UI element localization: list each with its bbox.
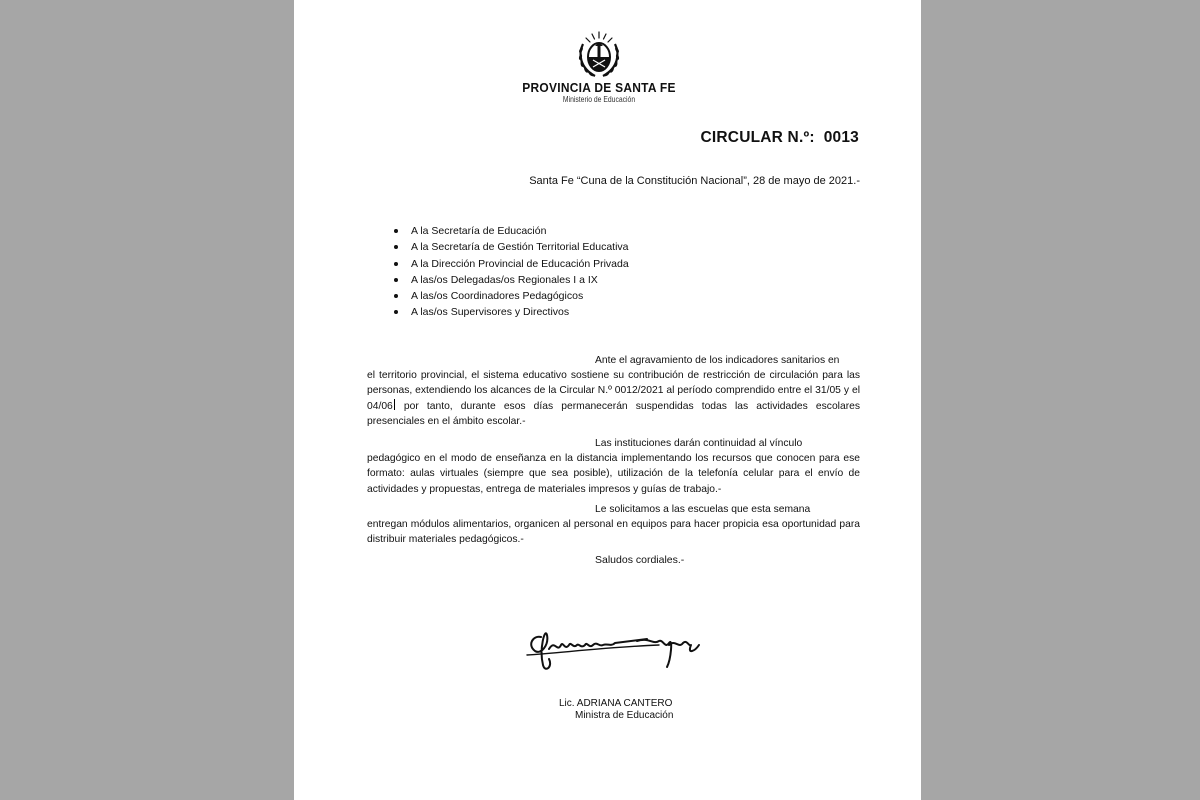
- circular-number: 0013: [823, 129, 859, 146]
- circular-title: [701, 129, 859, 147]
- body-paragraph-1: [367, 353, 860, 429]
- body-paragraph-2: [367, 436, 860, 497]
- paragraph-text: por tanto, durante esos días permanecerán suspendidas todas las actividades escolares presenciales en el ámbito escolar.-: [367, 400, 860, 427]
- circular-label: CIRCULAR N.º:: [700, 129, 815, 146]
- closing-salutation: Saludos cordiales.-: [595, 554, 685, 566]
- paragraph-text: entregan módulos alimentarios, organicen al personal en equipos para hacer propicia esa oportunidad para distribuir materiales pedagógicos.-: [367, 519, 860, 546]
- paragraph-text: el territorio provincial, el sistema educativo sostiene su contribución de restricción de circulación para las personas, extendiendo los alcances de la Circular N.º 0012/2021 al período comprendido entre el 31/05 y el 04/06: [367, 370, 860, 412]
- ministry-name: Ministerio de Educación: [562, 95, 636, 104]
- paragraph-text: pedagógico en el modo de enseñanza en la distancia implementando los recursos que conocen para ese formato: aulas virtuales (siempre que sea posible), utilización de la telefonía celular para el envío de actividades y propuestas, entrega de materiales impresos y guías de trabajo.-: [367, 453, 860, 495]
- coat-of-arms-icon: [575, 30, 623, 80]
- recipient-item: A la Secretaría de Gestión Territorial Educativa: [394, 239, 629, 255]
- paragraph-first-line: Le solicitamos a las escuelas que esta semana: [595, 504, 811, 515]
- body-paragraph-3: [367, 502, 860, 548]
- organization-name: PROVINCIA DE SANTA FE: [522, 80, 676, 95]
- text-cursor: [394, 399, 395, 410]
- recipient-item: A la Secretaría de Educación: [394, 223, 629, 239]
- paragraph-first-line: Las instituciones darán continuidad al vínculo: [595, 438, 803, 449]
- date-line: Santa Fe “Cuna de la Constitución Nacional”, 28 de mayo de 2021.-: [529, 175, 860, 187]
- recipient-item: A las/os Delegadas/os Regionales I a IX: [394, 272, 629, 288]
- recipient-item: A la Dirección Provincial de Educación Privada: [394, 256, 629, 272]
- signature-icon: [519, 615, 719, 680]
- recipient-item: A las/os Supervisores y Directivos: [394, 304, 629, 320]
- document-page: [294, 0, 921, 800]
- recipient-list: [394, 223, 629, 321]
- signatory-name: Lic. ADRIANA CANTERO: [559, 698, 673, 709]
- signatory-title: Ministra de Educación: [575, 710, 674, 721]
- recipient-item: A las/os Coordinadores Pedagógicos: [394, 288, 629, 304]
- paragraph-first-line: Ante el agravamiento de los indicadores sanitarios en: [595, 355, 840, 366]
